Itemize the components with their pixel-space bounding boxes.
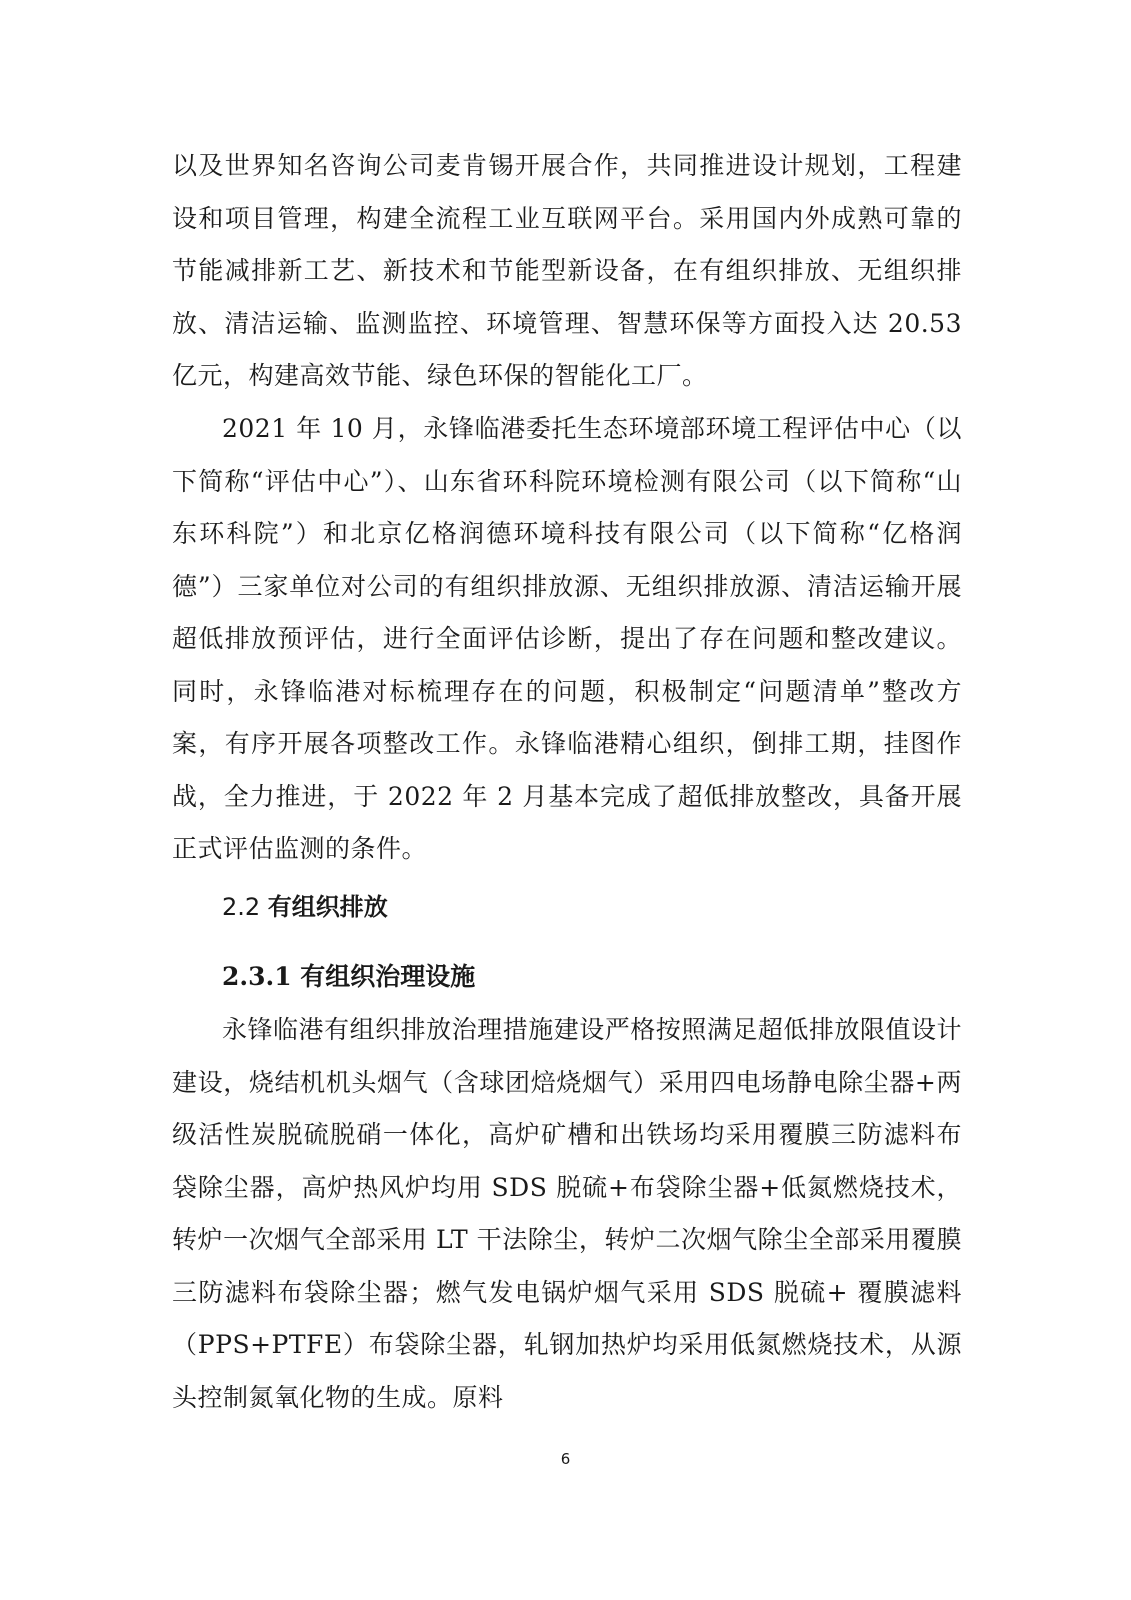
body-paragraph-assessment: 2021 年 10 月，永锋临港委托生态环境部环境工程评估中心（以下简称“评估中心”）、山东省环科院环境检测有限公司（以下简称“山东环科院”）和北京亿格润德环境科技有限公司（以下简称“亿格润德”）三家单位对公司的有组织排放源、无组织排放源、清洁运输开展超低排放预评估，进行全面评估诊断，提出了存在问题和整改建议。同时，永锋临港对标梳理存在的问题，积极制定“问题清单”整改方案，有序开展各项整改工作。永锋临港精心组织，倒排工期，挂图作战，全力推进，于 2022 年 2 月基本完成了超低排放整改，具备开展正式评估监测的条件。 (172, 414, 962, 863)
body-paragraph-facilities: 永锋临港有组织排放治理措施建设严格按照满足超低排放限值设计建设，烧结机机头烟气（含球团焙烧烟气）采用四电场静电除尘器+两级活性炭脱硫脱硝一体化，高炉矿槽和出铁场均采用覆膜三防滤料布袋除尘器，高炉热风炉均用 SDS 脱硫+布袋除尘器+低氮燃烧技术，转炉一次烟气全部采用 LT 干法除尘，转炉二次烟气除尘全部采用覆膜三防滤料布袋除尘器；燃气发电锅炉烟气采用 SDS 脱硫+ 覆膜滤料（PPS+PTFE）布袋除尘器，轧钢加热炉均采用低氮燃烧技术，从源头控制氮氧化物的生成。原料 (172, 1015, 962, 1412)
section-heading-2-3-1: 2.3.1 有组织治理设施 (222, 962, 476, 991)
section-number: 2.2 (222, 893, 268, 921)
page-number: 6 (560, 1450, 571, 1468)
body-paragraph-cooperation: 以及世界知名咨询公司麦肯锡开展合作，共同推进设计规划，工程建设和项目管理，构建全流程工业互联网平台。采用国内外成熟可靠的节能减排新工艺、新技术和节能型新设备，在有组织排放、无组织排放、清洁运输、监测监控、环境管理、智慧环保等方面投入达 20.53 亿元，构建高效节能、绿色环保的智能化工厂。 (172, 151, 962, 390)
section-title: 有组织排放 (267, 893, 388, 921)
section-heading-2-2 (222, 887, 388, 927)
